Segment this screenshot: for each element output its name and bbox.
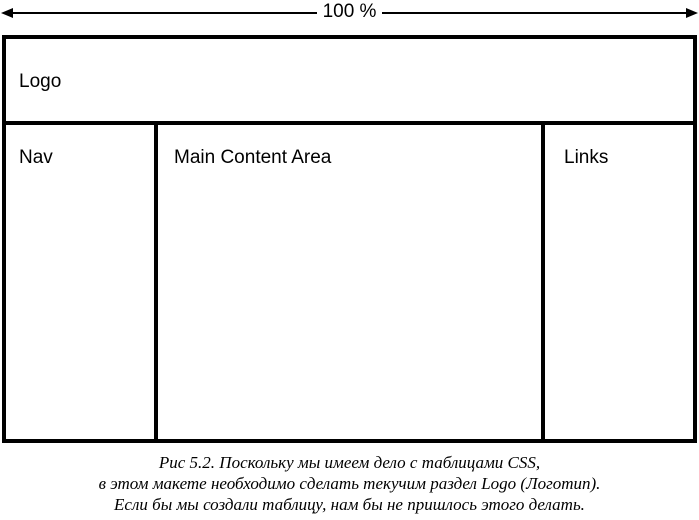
caption-line-1: Рис 5.2. Поскольку мы имеем дело с таблицами CSS, <box>158 453 541 472</box>
caption-line-2: в этом макете необходимо сделать текучим раздел Logo (Логотип). <box>98 474 601 493</box>
width-indicator <box>0 0 699 26</box>
figure-caption <box>0 452 699 515</box>
links-label: Links <box>564 147 609 168</box>
links-column <box>545 125 693 439</box>
logo-label: Logo <box>19 71 62 92</box>
width-label-wrap <box>0 1 699 23</box>
nav-label: Nav <box>19 147 53 168</box>
width-label: 100 % <box>317 1 383 22</box>
main-content-column <box>158 125 545 439</box>
page-layout-diagram <box>2 35 697 443</box>
caption-line-3: Если бы мы создали таблицу, нам бы не пришлось этого делать. <box>114 495 585 514</box>
nav-column <box>6 125 158 439</box>
logo-region <box>6 39 693 125</box>
main-content-label: Main Content Area <box>174 147 332 168</box>
